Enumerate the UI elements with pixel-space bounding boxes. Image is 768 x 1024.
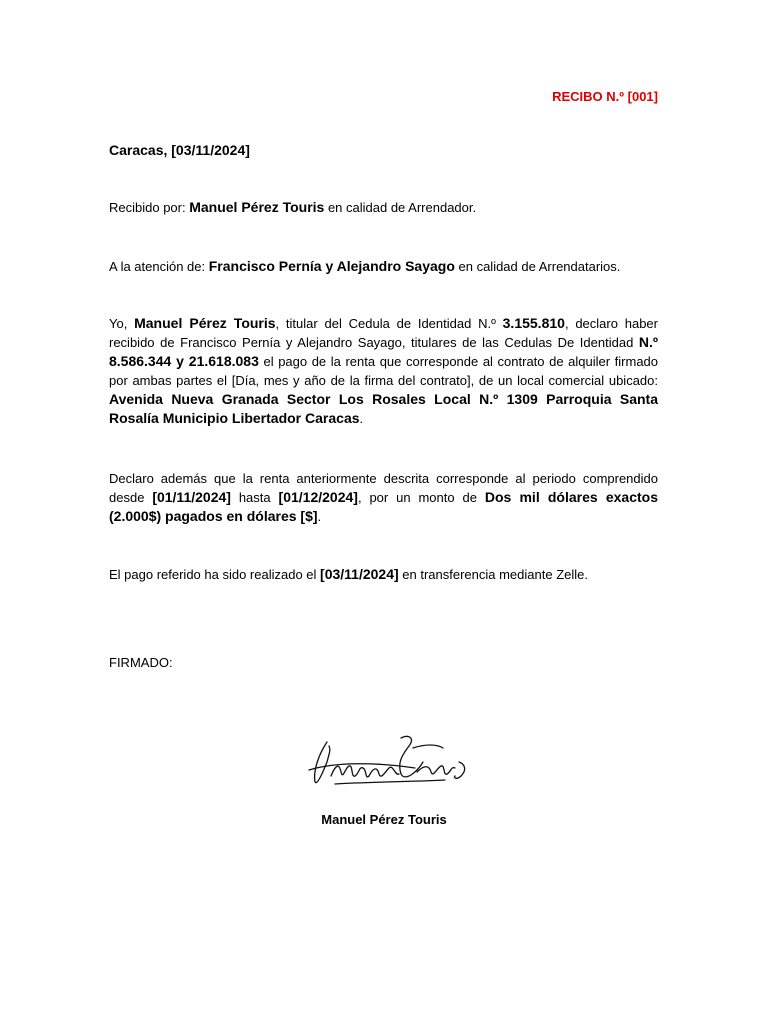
declaration-text-1: Yo, xyxy=(109,316,135,331)
payment-text-1: El pago referido ha sido realizado el xyxy=(109,567,321,582)
attention-prefix: A la atención de: xyxy=(109,259,209,274)
attention-line xyxy=(109,257,658,276)
declaration-text-3: , declaro haber recibido de Francisco Pernía y Alejandro Sayago, titulares de las Cedulas De Identidad xyxy=(109,316,658,350)
attention-suffix: en calidad de Arrendatarios. xyxy=(454,259,621,274)
period-text-1: Declaro además que la renta anteriormente descrita corresponde al periodo comprendido desde xyxy=(109,471,658,505)
period-paragraph xyxy=(109,469,658,526)
signer-name: Manuel Pérez Touris xyxy=(321,812,447,827)
received-prefix: Recibido por: xyxy=(109,200,190,215)
signed-label: FIRMADO: xyxy=(109,655,173,670)
period-text-4: . xyxy=(317,509,322,524)
payment-line xyxy=(109,565,658,584)
period-text-2: hasta xyxy=(230,490,279,505)
tenant-ids: N.º 8.586.344 y 21.618.083 xyxy=(109,334,658,369)
received-by-line xyxy=(109,198,658,217)
city-date: Caracas, [03/11/2024] xyxy=(109,142,250,158)
declaration-text-4: el pago de la renta que corresponde al contrato de alquiler firmado por ambas partes el [Día, mes y año de la firma del contrato], de un local comercial ubicado: xyxy=(109,354,659,388)
declarant-name: Manuel Pérez Touris xyxy=(134,315,276,331)
received-suffix: en calidad de Arrendador. xyxy=(324,200,477,215)
payment-text-2: en transferencia mediante Zelle. xyxy=(398,567,588,582)
landlord-name: Manuel Pérez Touris xyxy=(189,199,325,215)
receipt-number: RECIBO N.º [001] xyxy=(552,89,658,104)
declaration-paragraph xyxy=(109,314,658,428)
period-from: [01/11/2024] xyxy=(152,489,231,505)
tenant-names: Francisco Pernía y Alejandro Sayago xyxy=(208,258,455,274)
declaration-text-2: , titular del Cedula de Identidad N.º xyxy=(275,316,503,331)
period-to: [01/12/2024] xyxy=(278,489,358,505)
handwritten-signature xyxy=(305,732,470,794)
property-address: Avenida Nueva Granada Sector Los Rosales Local N.º 1309 Parroquia Santa Rosalía Municipio Libertador Caracas xyxy=(109,391,658,426)
declarant-id: 3.155.810 xyxy=(502,315,565,331)
rent-amount: Dos mil dólares exactos (2.000$) pagados en dólares [$] xyxy=(109,489,658,524)
declaration-text-5: . xyxy=(359,411,364,426)
payment-date: [03/11/2024] xyxy=(320,566,399,582)
period-text-3: , por un monto de xyxy=(357,490,485,505)
